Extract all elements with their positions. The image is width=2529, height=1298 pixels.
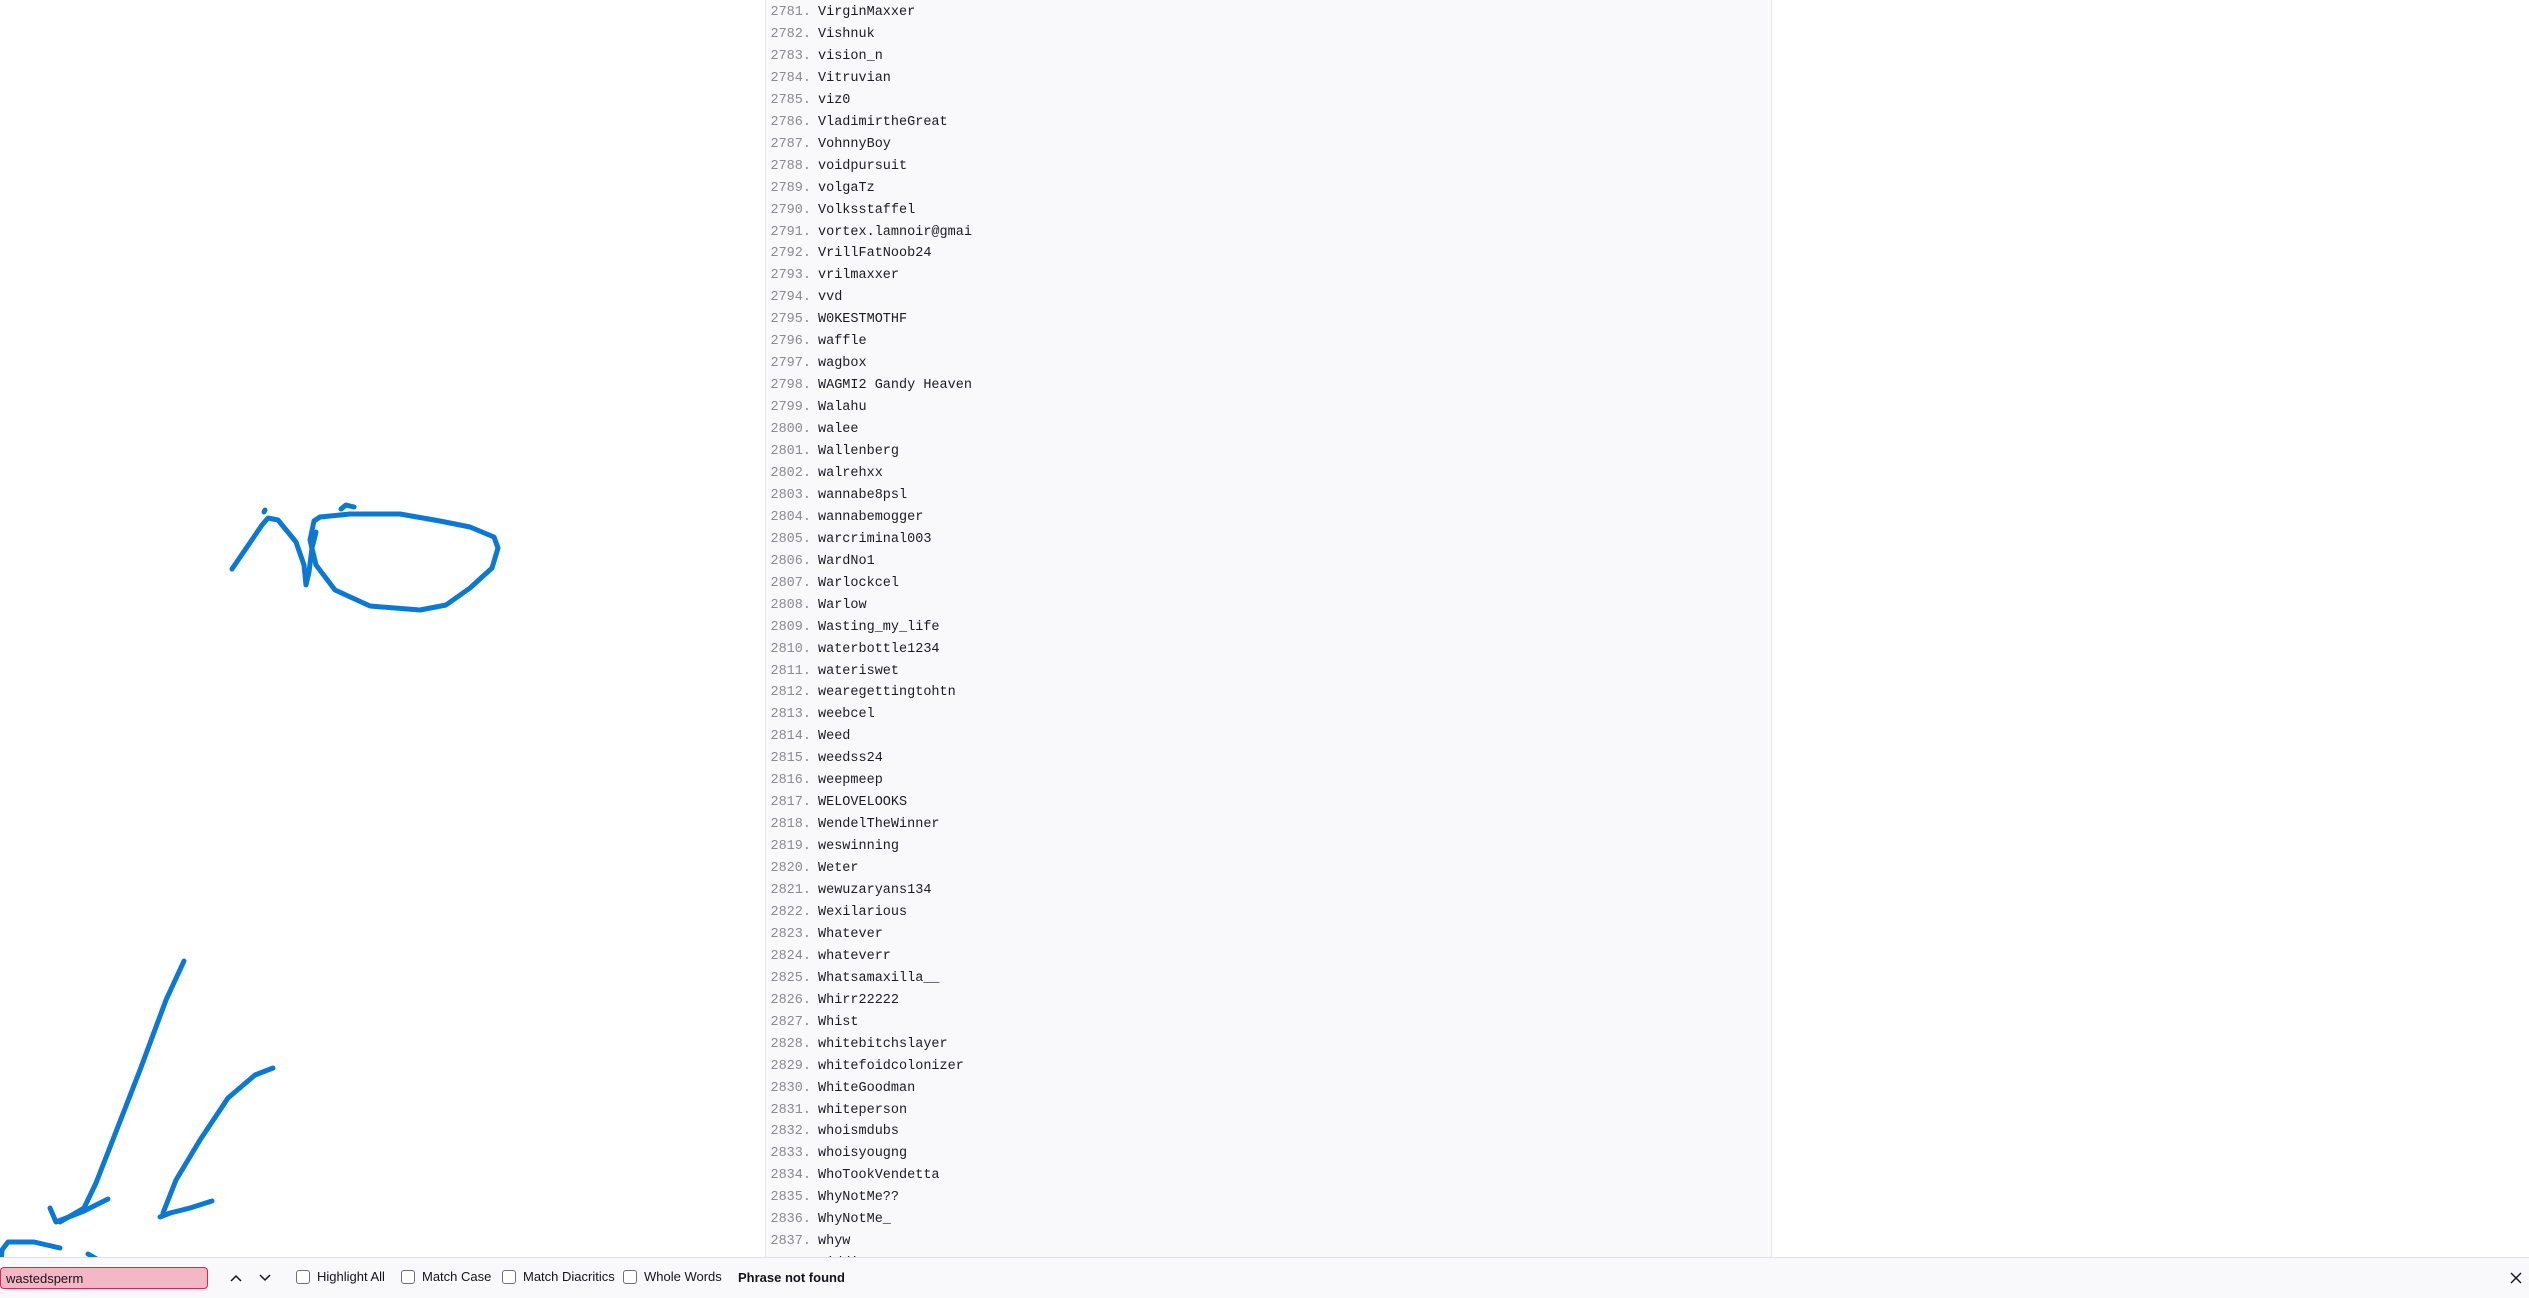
close-find-bar-button[interactable] <box>2507 1269 2525 1287</box>
list-item <box>766 485 907 507</box>
line-number: 2804. <box>770 509 811 525</box>
line-number: 2796. <box>770 334 811 350</box>
line-number: 2822. <box>770 904 811 920</box>
line-number: 2788. <box>770 158 811 174</box>
list-item <box>766 46 883 68</box>
list-item <box>766 200 915 222</box>
username-text: WhyNotMe?? <box>818 1190 900 1206</box>
line-number: 2813. <box>770 707 811 723</box>
username-text: whoisyougng <box>818 1146 908 1162</box>
line-number: 2807. <box>770 575 811 591</box>
handwritten-n-stroke <box>232 518 316 585</box>
find-previous-button[interactable] <box>225 1268 247 1288</box>
list-item <box>766 309 907 331</box>
list-item <box>766 178 875 200</box>
handwritten-o-stroke <box>264 510 498 610</box>
username-text: Wallenberg <box>818 444 900 459</box>
line-number: 2792. <box>770 246 811 262</box>
username-text: vrilmaxxer <box>818 268 900 284</box>
handwritten-arrow-right <box>163 1068 273 1213</box>
list-item <box>766 441 899 463</box>
username-text: volgaTz <box>818 180 875 196</box>
line-number: 2809. <box>770 619 811 635</box>
line-number: 2787. <box>770 136 811 152</box>
line-number: 2814. <box>770 729 811 745</box>
list-item <box>766 595 867 617</box>
line-number: 2794. <box>770 290 811 306</box>
list-item <box>766 1143 907 1165</box>
line-number: 2801. <box>770 444 811 459</box>
line-number: 2816. <box>770 773 811 789</box>
username-text: whitebitchslayer <box>818 1036 948 1052</box>
username-text: VladimirtheGreat <box>818 114 948 130</box>
list-item <box>766 704 875 726</box>
line-number: 2830. <box>770 1080 811 1096</box>
username-text: vortex.lamnoir@gmai <box>818 224 972 240</box>
username-text: wateriswet <box>818 663 900 679</box>
list-item <box>766 551 875 573</box>
line-number: 2784. <box>770 70 811 86</box>
list-item <box>766 639 940 661</box>
username-text: Weter <box>818 861 859 877</box>
line-number: 2800. <box>770 422 811 438</box>
username-text: waffle <box>818 334 867 350</box>
list-item <box>766 968 940 990</box>
list-item <box>766 836 899 858</box>
list-item <box>766 24 875 46</box>
checkbox-box[interactable] <box>623 1270 637 1284</box>
username-text: whoismdubs <box>818 1124 900 1140</box>
line-number: 2828. <box>770 1036 811 1052</box>
username-text: WhyNotMe_ <box>818 1212 891 1228</box>
checkbox-box[interactable] <box>296 1270 310 1284</box>
find-bar <box>0 1257 2529 1298</box>
list-item <box>766 858 859 880</box>
list-item <box>766 792 907 814</box>
username-text: Whist <box>818 1014 859 1030</box>
list-item <box>766 156 907 178</box>
username-text: Walahu <box>818 400 867 416</box>
username-text: VohnnyBoy <box>818 136 891 152</box>
username-text: VirginMaxxer <box>818 5 916 20</box>
line-number: 2824. <box>770 948 811 964</box>
line-number: 2810. <box>770 641 811 657</box>
line-number: 2823. <box>770 926 811 942</box>
chevron-up-icon <box>229 1273 243 1283</box>
username-text: Whatever <box>818 926 883 942</box>
line-number: 2829. <box>770 1058 811 1074</box>
username-text: weebcel <box>818 707 875 723</box>
username-text: whateverr <box>818 948 891 964</box>
username-text: Wexilarious <box>818 904 908 920</box>
username-text: weswinning <box>818 839 900 855</box>
list-item <box>766 1078 915 1100</box>
list-item <box>766 1100 907 1122</box>
username-text: WhoTookVendetta <box>818 1168 940 1184</box>
line-number: 2835. <box>770 1190 811 1206</box>
highlight-all-checkbox[interactable] <box>296 1269 385 1284</box>
username-text: weedss24 <box>818 751 883 767</box>
username-text: vvd <box>818 290 843 306</box>
list-item <box>766 2 915 24</box>
checkbox-box[interactable] <box>502 1270 516 1284</box>
username-text: WAGMI2 Gandy Heaven <box>818 378 972 394</box>
username-text: Warlow <box>818 597 867 613</box>
username-text: WardNo1 <box>818 553 875 569</box>
close-icon <box>2507 1269 2525 1287</box>
list-item <box>766 243 931 265</box>
username-text: Wasting_my_life <box>818 619 940 635</box>
username-text: wannabe8psl <box>818 487 908 503</box>
username-text: viz0 <box>818 92 851 108</box>
handwritten-o-tail <box>341 505 354 509</box>
line-number: 2789. <box>770 180 811 196</box>
list-item <box>766 990 899 1012</box>
username-text: walee <box>818 422 859 438</box>
line-number: 2803. <box>770 487 811 503</box>
line-number: 2783. <box>770 48 811 64</box>
line-number: 2820. <box>770 861 811 877</box>
handwritten-arrowhead-left <box>50 1199 108 1222</box>
list-item <box>766 287 842 309</box>
line-number: 2785. <box>770 92 811 108</box>
list-item <box>766 375 972 397</box>
list-item <box>766 814 940 836</box>
match-case-label: Match Case <box>422 1269 492 1284</box>
username-text: WELOVELOOKS <box>818 795 908 811</box>
list-item <box>766 112 948 134</box>
list-item <box>766 353 867 375</box>
checkbox-box[interactable] <box>401 1270 415 1284</box>
line-number: 2815. <box>770 751 811 767</box>
list-item <box>766 946 891 968</box>
line-number: 2782. <box>770 26 811 42</box>
username-text: warcriminal003 <box>818 531 932 547</box>
match-diacritics-checkbox[interactable] <box>502 1269 615 1284</box>
list-item <box>766 222 972 244</box>
line-number: 2818. <box>770 817 811 833</box>
list-item <box>766 1056 964 1078</box>
line-number: 2786. <box>770 114 811 130</box>
username-text: wewuzaryans134 <box>818 883 932 898</box>
username-text: weepmeep <box>818 773 883 789</box>
username-text: walrehxx <box>818 465 883 481</box>
line-number: 2826. <box>770 992 811 1008</box>
line-number: 2812. <box>770 685 811 701</box>
find-next-button[interactable] <box>254 1268 276 1288</box>
username-text: VrillFatNoob24 <box>818 246 932 262</box>
username-text: Whirr22222 <box>818 992 900 1008</box>
line-number: 2805. <box>770 531 811 547</box>
line-number: 2791. <box>770 224 811 240</box>
document-list-panel <box>765 0 1772 1257</box>
line-number: 2817. <box>770 795 811 811</box>
username-text: wagbox <box>818 356 867 372</box>
username-text: whiteperson <box>818 1102 908 1118</box>
whole-words-checkbox[interactable] <box>623 1269 722 1284</box>
list-item <box>766 265 899 287</box>
list-item <box>766 68 891 90</box>
list-item <box>766 726 850 748</box>
line-number: 2827. <box>770 1014 811 1030</box>
username-text: wearegettingtohtn <box>818 685 956 701</box>
line-number: 2799. <box>770 400 811 416</box>
list-item <box>766 617 940 639</box>
list-item <box>766 682 956 704</box>
username-text: W0KESTMOTHF <box>818 312 908 328</box>
list-item <box>766 924 883 946</box>
list-item <box>766 463 883 485</box>
username-text: Volksstaffel <box>818 202 916 218</box>
line-number: 2834. <box>770 1168 811 1184</box>
find-status-text: Phrase not found <box>738 1270 845 1285</box>
list-item <box>766 507 923 529</box>
match-diacritics-label: Match Diacritics <box>523 1269 615 1284</box>
list-item <box>766 902 907 924</box>
line-number: 2793. <box>770 268 811 284</box>
handwritten-arrowhead-right <box>160 1201 212 1217</box>
line-number: 2836. <box>770 1212 811 1228</box>
list-item <box>766 748 883 770</box>
line-number: 2781. <box>770 5 811 20</box>
list-item <box>766 661 899 683</box>
line-number: 2833. <box>770 1146 811 1162</box>
highlight-all-label: Highlight All <box>317 1269 385 1284</box>
line-number: 2819. <box>770 839 811 855</box>
line-number: 2825. <box>770 970 811 986</box>
line-number: 2832. <box>770 1124 811 1140</box>
chevron-down-icon <box>258 1273 272 1283</box>
line-number: 2795. <box>770 312 811 328</box>
line-number: 2808. <box>770 597 811 613</box>
line-number: 2790. <box>770 202 811 218</box>
list-item <box>766 134 891 156</box>
username-text: voidpursuit <box>818 158 908 174</box>
username-text: wannabemogger <box>818 509 924 525</box>
line-number: 2802. <box>770 465 811 481</box>
list-item <box>766 397 867 419</box>
handwritten-arrow-left <box>60 961 184 1222</box>
list-item <box>766 573 899 595</box>
username-text: Warlockcel <box>818 575 900 591</box>
list-item <box>766 529 931 551</box>
list-item <box>766 1209 891 1231</box>
line-number: 2811. <box>770 663 811 679</box>
match-case-checkbox[interactable] <box>401 1269 491 1284</box>
whole-words-label: Whole Words <box>644 1269 722 1284</box>
list-item <box>766 1121 899 1143</box>
line-number: 2806. <box>770 553 811 569</box>
line-number: 2797. <box>770 356 811 372</box>
list-item <box>766 770 883 792</box>
line-number: 2837. <box>770 1234 811 1250</box>
username-text: WendelTheWinner <box>818 817 940 833</box>
list-item <box>766 1034 948 1056</box>
list-item <box>766 419 859 441</box>
line-number: 2831. <box>770 1102 811 1118</box>
line-number: 2821. <box>770 883 811 898</box>
username-text: Vitruvian <box>818 70 891 86</box>
username-text: whitefoidcolonizer <box>818 1058 964 1074</box>
username-text: Whatsamaxilla__ <box>818 970 940 986</box>
username-text: vision_n <box>818 48 883 64</box>
list-item <box>766 1187 899 1209</box>
find-input[interactable] <box>0 1267 208 1289</box>
list-item <box>766 331 867 353</box>
list-item <box>766 880 931 902</box>
list-item <box>766 1231 850 1253</box>
username-text: waterbottle1234 <box>818 641 940 657</box>
list-item <box>766 1012 859 1034</box>
username-text: Weed <box>818 729 851 745</box>
list-item <box>766 90 850 112</box>
username-text: whyw <box>818 1234 851 1250</box>
line-number: 2798. <box>770 378 811 394</box>
list-item <box>766 1165 940 1187</box>
username-text: Vishnuk <box>818 26 875 42</box>
username-text: WhiteGoodman <box>818 1080 916 1096</box>
